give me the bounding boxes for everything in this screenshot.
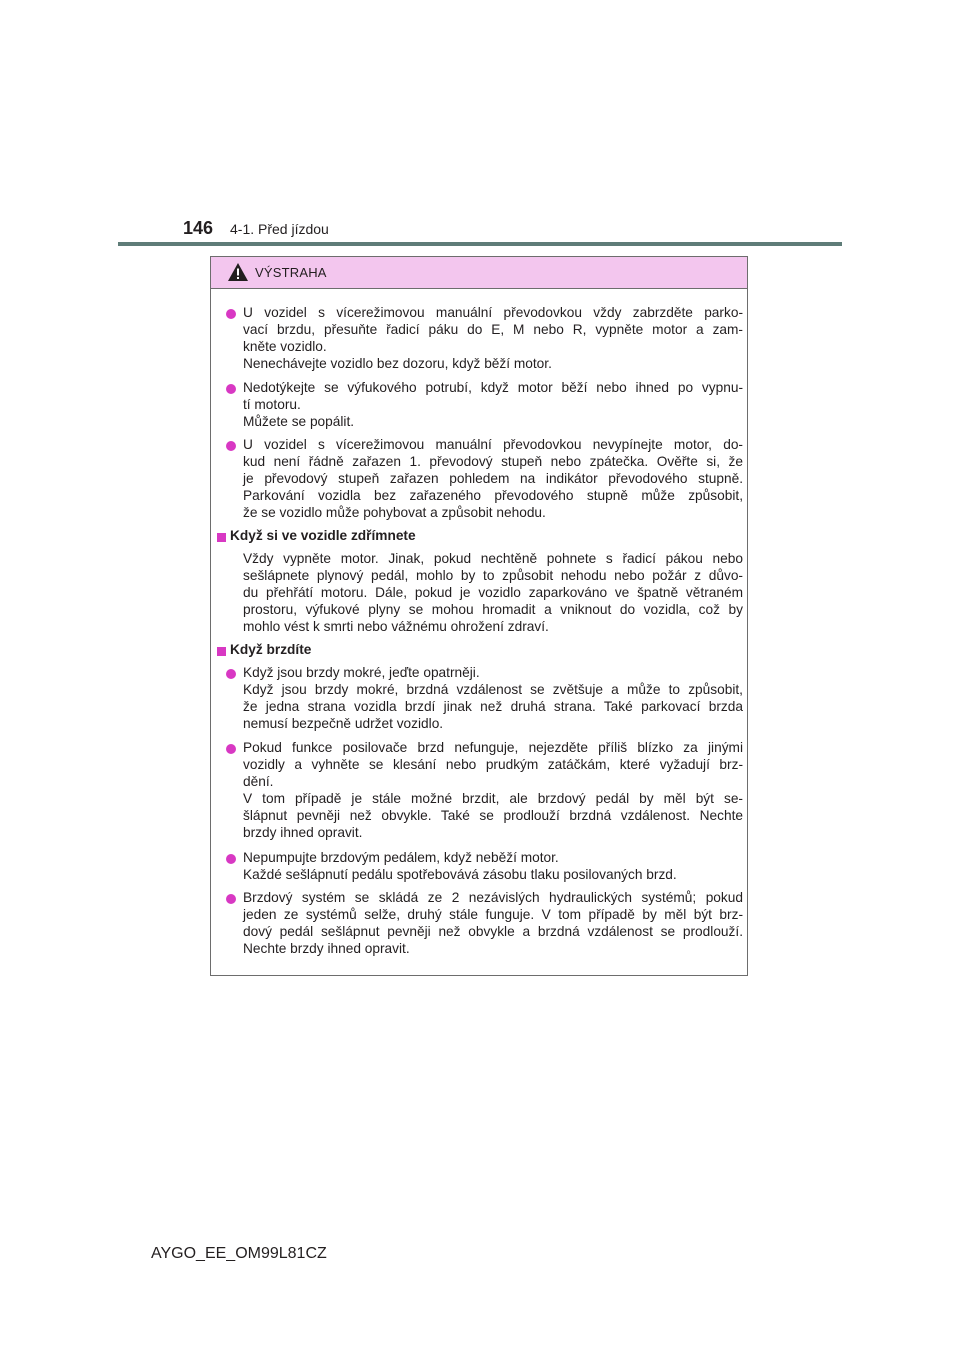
text-line: Nechte brzdy ihned opravit. xyxy=(243,941,410,956)
braking-bullet-3 xyxy=(243,849,743,883)
text-line: dový pedál sešlápnut pevněji než obvykle a brzdná vzdálenost se prodlouží. xyxy=(243,924,743,939)
text-line: du přehřátí motoru. Dále, pokud je vozidlo zaparkováno ve špatně větraném xyxy=(243,585,743,600)
text-line: U vozidel s vícerežimovou manuální převodovkou nevypínejte motor, do- xyxy=(243,437,743,452)
text-line: vací brzdu, přesuňte řadicí páku do E, M nebo R, vypněte motor a zam- xyxy=(243,322,743,337)
bullet-icon xyxy=(226,669,236,679)
text-line: Můžete se popálit. xyxy=(243,414,355,429)
bullet-icon xyxy=(226,744,236,754)
text-line: Pokud funkce posilovače brzd nefunguje, nejezděte příliš blízko za jinými xyxy=(243,740,743,755)
text-line: brzdy ihned opravit. xyxy=(243,825,363,840)
text-line: vozidly a vyhněte se klesání nebo prudkým zatáčkám, které vyžadují brz- xyxy=(243,757,743,772)
text-line: sešlápnete plynový pedál, mohlo by to způsobit nehodu nebo požár z důvo- xyxy=(243,568,743,583)
text-line: Brzdový systém se skládá ze 2 nezávislých hydraulických systémů; pokud xyxy=(243,890,743,905)
warning-bullet-3 xyxy=(243,436,743,521)
text-line: Nenechávejte vozidlo bez dozoru, když běží motor. xyxy=(243,356,552,371)
braking-bullet-1 xyxy=(243,664,743,732)
text-line: V tom případě je stále možné brzdit, ale brzdový pedál by měl být se- xyxy=(243,791,743,806)
text-line: kud není řádně zařazen 1. převodový stupeň nebo zpátečka. Ověřte si, že xyxy=(243,454,743,469)
braking-bullet-2 xyxy=(243,739,743,841)
warning-box xyxy=(210,256,748,976)
bullet-icon xyxy=(226,441,236,451)
text-line: kněte vozidlo. xyxy=(243,339,327,354)
text-line: nemusí bezpečně udržet vozidlo. xyxy=(243,716,444,731)
bullet-icon xyxy=(226,854,236,864)
text-line: U vozidel s vícerežimovou manuální převodovkou vždy zabrzděte parko- xyxy=(243,305,743,320)
text-line: šlápnut pevněji než obvykle. Také se prodlouží brzdná vzdálenost. Nechte xyxy=(243,808,743,823)
page-number: 146 xyxy=(183,218,214,238)
text-line: dění. xyxy=(243,774,274,789)
text-line: prostoru, výfukové plyny se mohou hromadit a vniknout do vozidla, což by xyxy=(243,602,743,617)
text-line: Když jsou brzdy mokré, brzdná vzdálenost se zvětšuje a může to způsobit, xyxy=(243,682,743,697)
warning-bullet-2 xyxy=(243,379,743,430)
bullet-icon xyxy=(226,309,236,319)
text-line: Parkování vozidla bez zařazeného převodového stupně může způsobit, xyxy=(243,488,743,503)
header-rule xyxy=(118,242,842,246)
text-line: Každé sešlápnutí pedálu spotřebovává zásobu tlaku posilovaných brzd. xyxy=(243,867,677,882)
text-line: že jedna strana vozidla brzdí jinak než druhá strana. Také parkovací brzda xyxy=(243,699,743,714)
text-line: tí motoru. xyxy=(243,397,301,412)
braking-bullet-4 xyxy=(243,889,743,957)
text-line: Nedotýkejte se výfukového potrubí, když motor běží nebo ihned po vypnu- xyxy=(243,380,743,395)
section-heading-nap: Když si ve vozidle zdřímnete xyxy=(230,528,416,543)
text-line: Když jsou brzdy mokré, jeďte opatrněji. xyxy=(243,665,480,680)
section-square-icon xyxy=(217,647,226,656)
text-line: Vždy vypněte motor. Jinak, pokud nechtěně pohnete s řadicí pákou nebo xyxy=(243,551,743,566)
document-code: AYGO_EE_OM99L81CZ xyxy=(151,1245,327,1262)
warning-title: VÝSTRAHA xyxy=(255,265,327,280)
section-title: 4-1. Před jízdou xyxy=(230,221,329,237)
section-square-icon xyxy=(217,533,226,542)
text-line: že se vozidlo může pohybovat a způsobit nehodu. xyxy=(243,505,546,520)
text-line: Nepumpujte brzdovým pedálem, když neběží motor. xyxy=(243,850,559,865)
text-line: mohlo vést k smrti nebo vážnému ohrožení zdraví. xyxy=(243,619,549,634)
text-line: jeden ze systémů selže, druhý stále funguje. V tom případě by měl být brz- xyxy=(243,907,743,922)
section-heading-braking: Když brzdíte xyxy=(230,642,312,657)
warning-bullet-1 xyxy=(243,304,743,372)
warning-header xyxy=(211,257,747,289)
text-line: je převodový stupeň zařazen pohledem na indikátor převodového stupně. xyxy=(243,471,743,486)
bullet-icon xyxy=(226,384,236,394)
section-nap-text xyxy=(243,550,743,635)
bullet-icon xyxy=(226,894,236,904)
warning-triangle-icon xyxy=(227,262,249,282)
